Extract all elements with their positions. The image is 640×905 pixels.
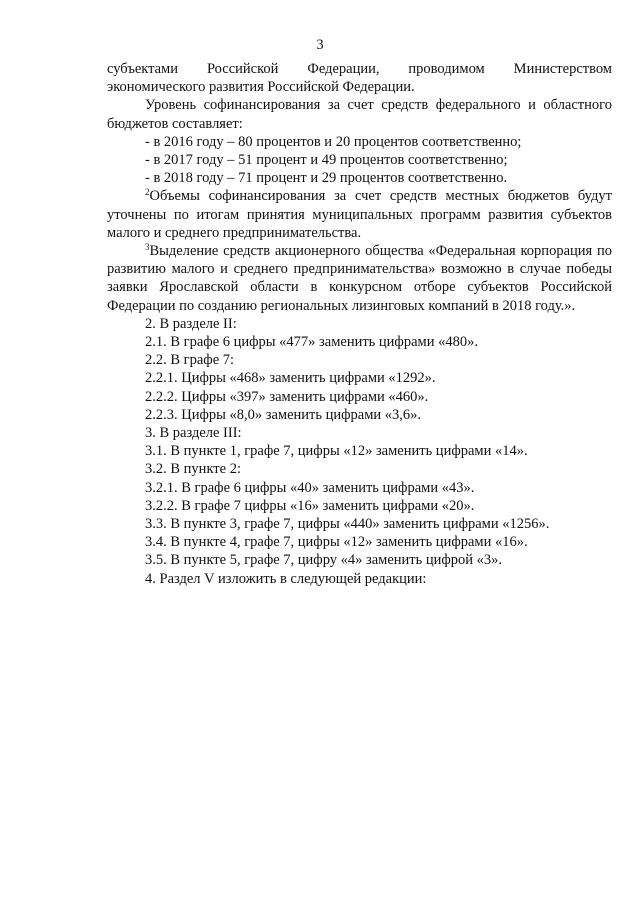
amendment-3-2-1: 3.2.1. В графе 6 цифры «40» заменить цифрами «43».: [145, 479, 475, 496]
paragraph-cofinancing-level: Уровень софинансирования за счет средств федерального и областного бюджетов составляет:: [107, 97, 612, 132]
section-3-heading: 3. В разделе III:: [145, 425, 242, 442]
amendment-2-2: 2.2. В графе 7:: [145, 352, 235, 369]
amendment-2-2-1: 2.2.1. Цифры «468» заменить цифрами «1292».: [145, 370, 436, 387]
footnote-2: [107, 187, 612, 242]
amendment-3-3: 3.3. В пункте 3, графе 7, цифры «440» заменить цифрами «1256».: [145, 516, 550, 533]
footnote-3: [107, 242, 612, 315]
footnote-2-text: Объемы софинансирования за счет средств местных бюджетов будут уточнены по итогам принятия муниципальных программ развития субъектов малого и среднего предпринимательства.: [107, 188, 612, 241]
footnote-3-text: Выделение средств акционерного общества «Федеральная корпорация по развитию малого и среднего предпринимательства» возможно в случае победы заявки Ярославской области в конкурсном отборе субъектов Российской Федерации по созданию региональных лизинговых компаний в 2018 году.».: [107, 243, 612, 314]
page-number: 3: [316, 37, 324, 53]
paragraph-continuation: субъектами Российской Федерации, проводимом Министерством экономического развития Российской Федерации.: [107, 61, 612, 96]
footnote-mark-3: 3: [145, 242, 150, 253]
amendment-4: 4. Раздел V изложить в следующей редакции:: [145, 570, 427, 587]
amendment-3-1: 3.1. В пункте 1, графе 7, цифры «12» заменить цифрами «14».: [145, 443, 528, 460]
amendment-2-1: 2.1. В графе 6 цифры «477» заменить цифрами «480».: [145, 334, 478, 351]
amendment-3-2-2: 3.2.2. В графе 7 цифры «16» заменить цифрами «20».: [145, 497, 475, 514]
list-item-2017: - в 2017 году – 51 процент и 49 процентов соответственно;: [145, 152, 508, 169]
list-item-2018: - в 2018 году – 71 процент и 29 процентов соответственно.: [145, 170, 508, 187]
section-2-heading: 2. В разделе II:: [145, 315, 237, 332]
amendment-2-2-3: 2.2.3. Цифры «8,0» заменить цифрами «3,6».: [145, 406, 422, 423]
amendment-3-2: 3.2. В пункте 2:: [145, 461, 241, 478]
amendment-3-4: 3.4. В пункте 4, графе 7, цифры «12» заменить цифрами «16».: [145, 534, 528, 551]
list-item-2016: - в 2016 году – 80 процентов и 20 процентов соответственно;: [145, 133, 522, 150]
document-body: [107, 60, 612, 588]
footnote-mark-2: 2: [145, 187, 150, 198]
amendment-2-2-2: 2.2.2. Цифры «397» заменить цифрами «460».: [145, 388, 429, 405]
amendment-3-5: 3.5. В пункте 5, графе 7, цифру «4» заменить цифрой «3».: [145, 552, 503, 569]
